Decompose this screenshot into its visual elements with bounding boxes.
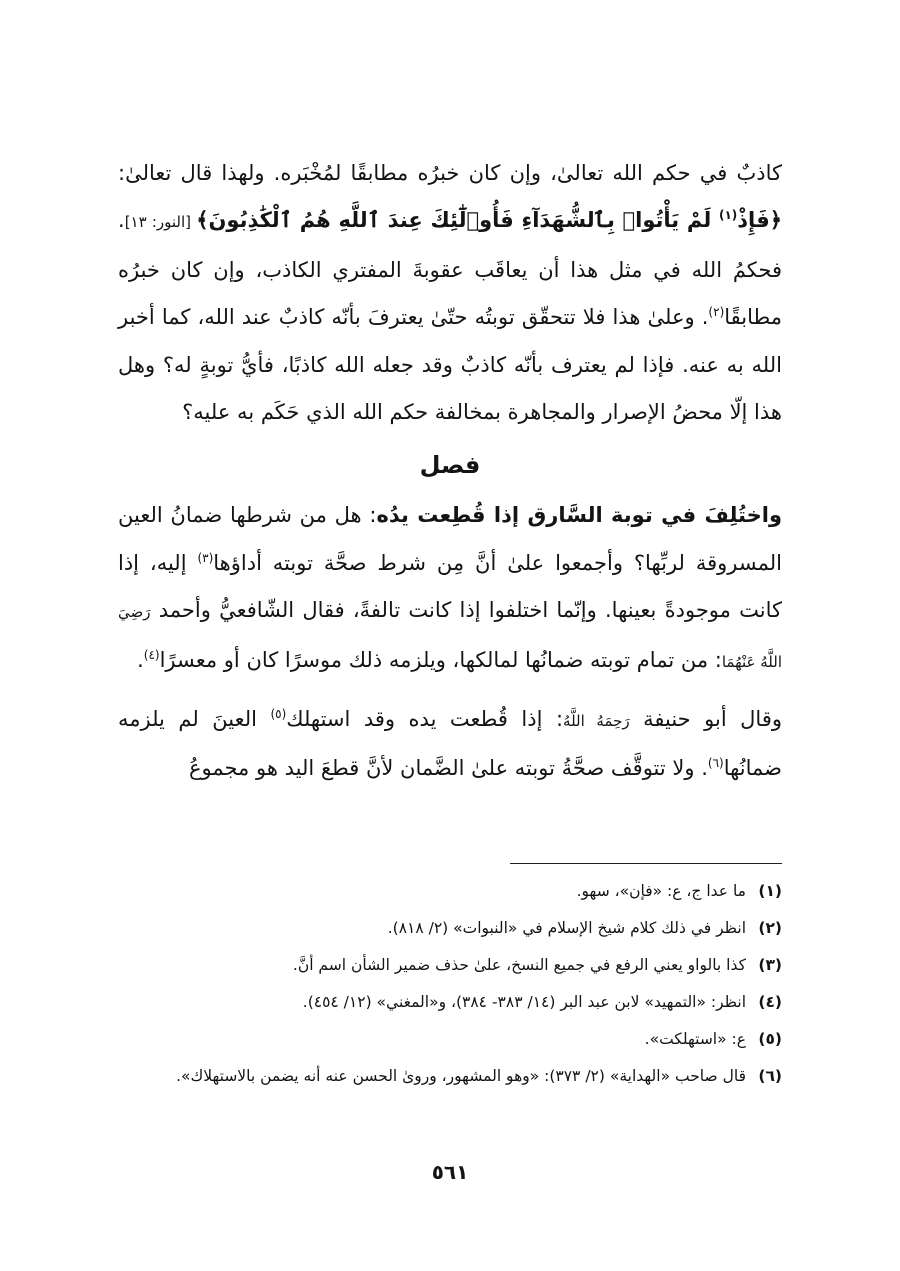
footnote — [118, 1061, 782, 1092]
text-span: : إذا قُطعت يده وقد استهلك — [286, 707, 564, 732]
footnote-text: ع: «استهلكت». — [644, 1030, 746, 1048]
footnote-text: انظر: «التمهيد» لابن عبد البر (١٤/ ٣٨٣- ٣٨٤)، و«المغني» (١٢/ ٤٥٤). — [302, 993, 746, 1011]
text-span: وقال أبو حنيفة — [629, 707, 782, 732]
honorific: رَحِمَهُ اللَّهُ — [563, 712, 630, 731]
paragraph-3 — [118, 696, 782, 793]
honorific: رَضِيَ اللَّهُ عَنْهُمَا — [118, 603, 782, 671]
footnote-marker-2: (٢) — [708, 305, 725, 320]
footnote-text: ما عدا ج، ع: «فإن»، سهو. — [576, 882, 746, 900]
footnote-number: (٢) — [758, 919, 782, 937]
footnote-number: (٥) — [758, 1030, 782, 1048]
footnote-text: قال صاحب «الهداية» (٢/ ٣٧٣): «وهو المشهور، وروىٰ الحسن عنه أنه يضمن بالاستهلاك». — [176, 1067, 746, 1085]
footnote — [118, 876, 782, 907]
text-span: . فحكمُ الله في مثل هذا أن يعاقَب عقوبةَ المفتري الكاذب، وإن كان خبرُه مطابقًا — [118, 208, 782, 330]
footnote — [118, 1024, 782, 1055]
footnote-marker-5: (٥) — [270, 707, 287, 722]
paragraph-gap — [118, 686, 782, 696]
text-span: كاذبٌ في حكم الله تعالىٰ، وإن كان خبرُه مطابقًا لمُخْبَره. ولهذا قال تعالىٰ: — [118, 161, 782, 185]
quran-rest: لَمْ يَأْتُوا۟ بِٱلشُّهَدَآءِ فَأُو۟لَٰٓئِكَ عِندَ ٱللَّهِ هُمُ ٱلْكَٰذِبُونَ﴾ — [196, 208, 719, 233]
footnote-number: (٣) — [758, 956, 782, 974]
footnote — [118, 950, 782, 981]
quran-verse — [196, 208, 782, 232]
footnote-marker-1: (١) — [718, 208, 738, 223]
page-number: ٥٦١ — [431, 1160, 469, 1184]
text-span: العينَ لم يلزمه ضمانُها — [118, 707, 782, 781]
main-text — [118, 150, 782, 793]
paragraph-2 — [118, 492, 782, 686]
text-span: . — [137, 647, 144, 672]
text-span: : من تمام توبته ضمانُها لمالكها، ويلزمه ذلك موسرًا كان أو معسرًا — [159, 647, 722, 672]
footnote-number: (١) — [758, 882, 782, 900]
footnote-number: (٦) — [758, 1067, 782, 1085]
footnote-marker-4: (٤) — [143, 647, 160, 662]
text-span: . ولا تتوقَّف صحَّةُ توبته علىٰ الضَّمان لأنَّ قطعَ اليد هو مجموعُ — [188, 756, 708, 781]
paragraph-lead: واختُلِفَ في توبة السَّارق إذا قُطِعت يدُه — [376, 503, 782, 528]
footnote-separator — [510, 863, 782, 864]
footnote-marker-3: (٣) — [197, 550, 214, 565]
footnote-number: (٤) — [758, 993, 782, 1011]
quran-open: ﴿فَإِذْ — [737, 208, 782, 233]
text-span: إليه، إذا كانت موجودةً بعينها. وإنّما اختلفوا إذا كانت تالفةً، فقال الشّافعيُّ وأحمد — [118, 550, 782, 623]
text-span: . وعلىٰ هذا فلا تتحقّق توبتُه حتّىٰ يعترفَ بأنّه كاذبٌ عند الله، كما أخبر الله به عنه. فإذا لم يعترف بأنّه كاذبٌ وقد جعله الله كاذبًا، فأيُّ توبةٍ له؟ وهل هذا إلّا محضُ الإصرار والمجاهرة بمخالفة حكم الله الذي حَكَم به عليه؟ — [118, 305, 782, 425]
paragraph-1 — [118, 150, 782, 436]
text-span: : هل من شرطها ضمانُ العين المسروقة لربِّها؟ وأجمعوا علىٰ أنَّ مِن شرط صحَّة توبته أداؤها — [118, 503, 782, 575]
footnote-text: انظر في ذلك كلام شيخ الإسلام في «النبوات» (٢/ ٨١٨). — [387, 919, 746, 937]
section-heading: فصل — [419, 451, 481, 480]
footnote — [118, 913, 782, 944]
footnote — [118, 987, 782, 1018]
footnote-marker-6: (٦) — [707, 756, 724, 771]
footnotes — [118, 876, 782, 1098]
surah-reference: [النور: ١٣] — [124, 213, 197, 232]
footnote-text: كذا بالواو يعني الرفع في جميع النسخ، علىٰ حذف ضمير الشأن اسم أنَّ. — [292, 956, 746, 974]
